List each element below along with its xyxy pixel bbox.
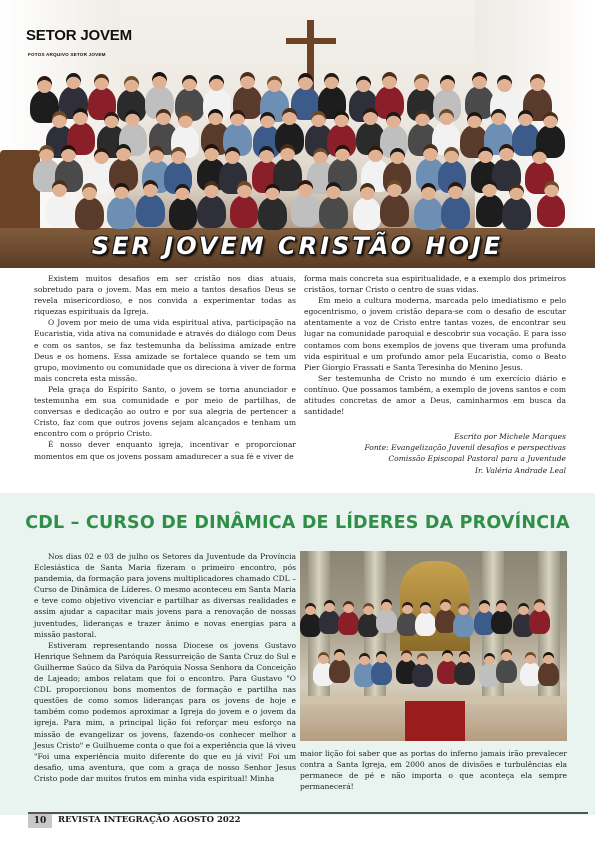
photo-person	[319, 196, 348, 229]
photo-person-head	[343, 601, 354, 613]
photo-person-head	[104, 112, 119, 129]
photo-person-head	[363, 603, 374, 615]
article2-column-2	[300, 748, 567, 792]
photo-person-head	[178, 112, 193, 129]
photo-person-head	[230, 110, 245, 127]
paragraph: Existem muitos desafios em ser cristão nos dias atuais, sobretudo para o jovem. Mas em meio a tantos desafios Deus se revela misericordioso, e nos convida a experimentar todas as riquezas espirituais da Igreja.	[34, 274, 296, 317]
photo-person-head	[478, 147, 493, 164]
photo-person-head	[152, 72, 167, 89]
photo-person-head	[440, 75, 455, 92]
photo-person-head	[509, 184, 524, 201]
photo-person	[136, 194, 165, 227]
article1-column-1	[34, 273, 296, 462]
photo-person-head	[324, 600, 335, 612]
footer-rule	[28, 812, 588, 814]
photo-person-head	[415, 110, 430, 127]
photo-person	[502, 197, 531, 230]
photo-person-head	[260, 112, 275, 129]
cdl-group-crowd	[300, 551, 567, 741]
photo-person-head	[467, 112, 482, 129]
photo-person-head	[171, 147, 186, 164]
church-group-photo	[300, 551, 567, 741]
photo-person-head	[390, 148, 405, 165]
photo-person-head	[359, 653, 370, 665]
photo-person-head	[459, 651, 470, 663]
photo-person-head	[423, 144, 438, 161]
photo-person-head	[414, 74, 429, 91]
photo-person	[291, 194, 320, 227]
photo-person-head	[182, 75, 197, 92]
paragraph: Ser testemunha de Cristo no mundo é um exercício diário e contínuo. Que possamos também, a exemplo de jovens santos e com atitudes concretas de amor a Deus, caminharmos em busca da santidade!	[304, 373, 566, 417]
photo-person-head	[360, 183, 375, 200]
photo-person	[415, 612, 436, 636]
photo-person-head	[204, 144, 219, 161]
photo-person	[107, 196, 136, 229]
photo-person-head	[496, 600, 507, 612]
photo-person	[371, 661, 392, 685]
paragraph: Pela graça do Espírito Santo, o jovem se torna anunciador e testemunha em sua comunidade e por meio de partilhas, de conversas e dedicação ao outro e por sua alegria de pertencer a Cristo, faz com que outros jovens sejam alcançados e tenham um encontro com o próprio Cristo.	[34, 384, 296, 439]
photo-person	[412, 663, 433, 687]
paragraph: Em meio a cultura moderna, marcada pelo imediatismo e pelo egocentrismo, o jovem cristão depara-se com o desafio de escutar atentamente a voz de Cristo entre tantas vozes, de encontrar seu lugar na comunidade paroquial e descobrir sua vocação. E para isso contamos com bons exemplos de jovens que tiveram uma profunda vida espiritual e um profundo amor pela Eucaristia, como o Beato Pier Giorgio Frassati e Santa Teresinha do Menino Jesus.	[304, 296, 566, 372]
photo-person-head	[52, 180, 67, 197]
photo-person-head	[484, 653, 495, 665]
photo-person	[453, 613, 474, 637]
article2-column-1	[34, 551, 296, 784]
photo-person-head	[149, 146, 164, 163]
page-number: 10	[28, 814, 52, 828]
photo-person-head	[37, 76, 52, 93]
photo-person-head	[280, 144, 295, 161]
photo-person-head	[368, 146, 383, 163]
magazine-footer: REVISTA INTEGRAÇÃO AGOSTO 2022	[58, 815, 241, 825]
photo-person-head	[543, 652, 554, 664]
credit-commission: Comissão Episcopal Pastoral para a Juventude	[388, 454, 566, 464]
paragraph: É nosso dever enquanto igreja, incentivar e proporcionar momentos em que os jovens possam amadurecer a sua fé e viver de	[34, 440, 296, 461]
photo-person-head	[298, 180, 313, 197]
photo-person-head	[114, 183, 129, 200]
photo-person-head	[73, 108, 88, 125]
photo-person-head	[382, 72, 397, 89]
photo-person-head	[237, 181, 252, 198]
photo-person-head	[421, 183, 436, 200]
article-headline: SER JOVEM CRISTÃO HOJE	[91, 232, 504, 260]
photo-person-head	[448, 182, 463, 199]
photo-person	[496, 659, 517, 683]
photo-person-head	[499, 144, 514, 161]
photo-person-head	[318, 652, 329, 664]
article-credits	[304, 431, 566, 475]
photo-person	[353, 197, 382, 230]
photo-person-head	[491, 109, 506, 126]
photo-person-head	[530, 74, 545, 91]
photo-person-head	[82, 183, 97, 200]
photo-person	[169, 197, 198, 230]
photo-person	[329, 659, 350, 683]
photo-person-head	[401, 650, 412, 662]
photo-person-head	[156, 109, 171, 126]
photo-person	[376, 609, 397, 633]
photo-person-head	[334, 649, 345, 661]
photo-person	[538, 662, 559, 686]
photo-person	[441, 196, 470, 229]
photo-person-head	[326, 182, 341, 199]
credit-author: Escrito por Michele Marques	[454, 432, 566, 442]
photo-person	[476, 194, 505, 227]
photo-person	[319, 610, 340, 634]
photo-person-head	[298, 73, 313, 90]
photo-person-head	[363, 108, 378, 125]
cdl-headline: CDL – CURSO DE DINÂMICA DE LÍDERES DA PROVÍNCIA	[25, 513, 570, 533]
paragraph-continuation: forma mais concreta sua espiritualidade, e a exemplo dos primeiros cristãos, tornar Cristo o centro de suas vidas.	[304, 274, 566, 295]
photo-credit: FOTOS ARQUIVO SETOR JOVEM	[28, 52, 106, 57]
photo-person	[230, 195, 259, 228]
photo-person-head	[240, 72, 255, 89]
photo-person-head	[282, 108, 297, 125]
photo-person-head	[534, 599, 545, 611]
photo-person-head	[458, 603, 469, 615]
photo-person-head	[479, 600, 490, 612]
photo-person-head	[544, 181, 559, 198]
photo-person-head	[61, 145, 76, 162]
photo-person-head	[420, 602, 431, 614]
photo-person-head	[116, 144, 131, 161]
photo-person	[197, 195, 226, 228]
photo-person-head	[204, 181, 219, 198]
photo-person-head	[402, 602, 413, 614]
credit-reviewer: Ir. Valéria Andrade Leal	[475, 465, 566, 475]
photo-person-head	[439, 109, 454, 126]
photo-person	[380, 194, 409, 227]
paragraph-continuation: maior lição foi saber que as portas do inferno jamais irão prevalecer contra a Santa Igreja, em 2000 anos de divisões e turbulências ela permanece de pé e não importa o que aconteça ela sempre permanecerá!	[300, 749, 567, 792]
credit-source: Fonte: Evangelização Juvenil desafios e perspectivas	[364, 443, 566, 453]
photo-person	[338, 611, 359, 635]
photo-person-head	[497, 75, 512, 92]
photo-person-head	[472, 72, 487, 89]
photo-person	[414, 197, 443, 230]
photo-person-head	[66, 73, 81, 90]
photo-person	[454, 661, 475, 685]
photo-person-head	[376, 651, 387, 663]
photo-person	[491, 610, 512, 634]
paragraph: O Jovem por meio de uma vida espiritual ativa, participação na Eucaristia, vida ativa na comunidade e através do diálogo com Deus e com os santos, se faz testemunha da belíssima amizade entre Deus e os homens. Essa amizade se fortalece quando se tem um grupo, movimento ou comunidade que os direciona à viver de forma mais concreta esta missão.	[34, 318, 296, 383]
paragraph: Estiveram representando nossa Diocese os jovens Gustavo Henrique Sehnem da Paróquia Ressurreição de Santa Cruz do Sul e Guilherme Saúco da Silva da Paróquia Nossa Senhora da Conceição de Lajeado; ambos relatam que foi o encontro. Para Gustavo "O CDL proporcionou bons momentos de formação e partilha nas questões de como somos lideranças para os jovens de hoje e também como podemos aproximar a Igreja do jovem e o jovem da igreja. Para mim, a principal lição foi reforçar meu esforço na missão de evangelizar os jovens, fazendo-os conhecer melhor a Jesus Cristo" e Guilhueme conta o que foi a experiência que lá viveu "Foi uma experiência muito diferente do que eu já vivi! Foi um desafio, uma aventura, que com a graça de nosso Senhor Jesus Cristo pode dar muitos frutos em minha vida espiritual! Minha	[34, 640, 296, 783]
photo-person-head	[387, 180, 402, 197]
photo-person-head	[259, 146, 274, 163]
photo-person-head	[335, 145, 350, 162]
photo-person	[258, 197, 287, 230]
youth-group-crowd	[30, 72, 580, 242]
photo-person	[529, 609, 550, 633]
article1-column-2	[304, 273, 566, 476]
photo-person-head	[305, 603, 316, 615]
photo-person-head	[208, 109, 223, 126]
paragraph: Nos dias 02 e 03 de julho os Setores da Juventude da Província Eclesiástica de Santa Maria fizeram o primeiro encontro, pós pandemia, da formação para jovens multiplicadores chamado CDL – Curso de Dinâmica de Líderes. O mesmo aconteceu em Santa Maria e teve como objetivo vivenciar e partilhar as diversas realidades e assim ajudar a capacitar mais jovens para a renovação de nossas juventudes, lideranças e trazer ânimo e novas energias para a missão pastoral.	[34, 552, 296, 639]
photo-person	[46, 194, 75, 227]
photo-person	[537, 194, 566, 227]
photo-person-head	[52, 111, 67, 128]
photo-person-head	[143, 180, 158, 197]
section-title: SETOR JOVEM	[26, 27, 132, 44]
photo-person	[75, 197, 104, 230]
photo-person-head	[543, 112, 558, 129]
photo-person-head	[124, 76, 139, 93]
photo-person	[300, 613, 321, 637]
photo-person-head	[267, 76, 282, 93]
photo-person-head	[518, 603, 529, 615]
